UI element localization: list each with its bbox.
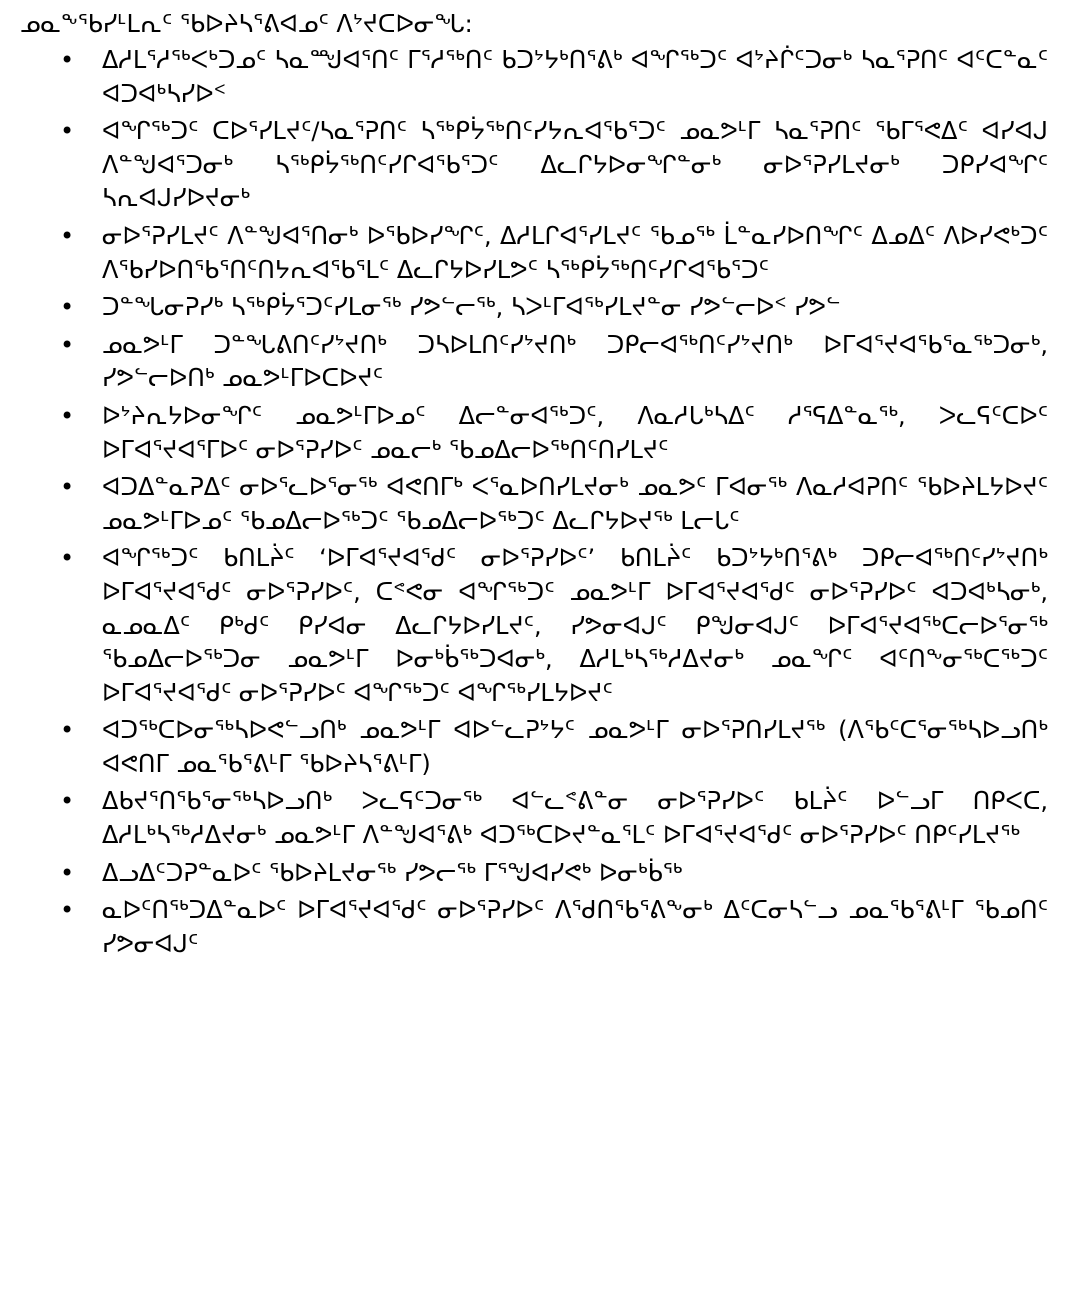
list-item-text: ᐃᓗᐃᑦᑐᕈᓐᓇᐅᑦ ᖃᐅᔨᒪᔪᓂᖅ ᓯᕗᓕᖅ ᒥᕐᖑᐊᓯᕙᒃ ᐅᓂᒃᑳᖅ bbox=[102, 858, 683, 887]
list-item-text: ᑐᓐᖓᓂᕈᓯᒃ ᓴᖅᑭᔮᕐᑐᑦᓯᒪᓂᖅ ᓯᕗᓪᓕᖅ, ᓴᐳᒻᒥᐊᖅᓯᒪᔪᓐᓂ ᓯᕗᓪᓕᐅᑉ ᓯᕗᓪ bbox=[102, 293, 841, 322]
list-item bbox=[20, 220, 1048, 287]
list-item-text: ᐊᖏᖅᑐᑦ ᑕᐅᕐᓯᒪᔪᑦ/ᓴᓇᕐᕈᑎᑦ ᓴᖅᑭᔮᖅᑎᑦᓯᔭᕆᐊᖃᕐᑐᑦ ᓄᓇᕗᒻᒥ ᓴᓇᕐᕈᑎᑦ ᖃᒥᕐᕙᐃᑦ ᐊᓯᐊᒍ ᐱᓐᖑᐊᕐᑐᓂᒃ ᓴᖅᑭᔮᖅᑎᑦᓯᒋᐊᖃᕐᑐᑦ ᐃᓚᒋᔭᐅᓂᖏᓐᓂᒃ ᓂᐅᕐᕈᓯᒪᔪᓂᒃ ᑐᑭᓯᐊᖏᑦ ᓴᕆᐊᒍᓯᐅᔪᓂᒃ bbox=[102, 117, 1048, 213]
list-item-text: ᐊᖏᖅᑐᑦ ᑲᑎᒪᔩᑦ ‘ᐅᒥᐊᕐᔪᐊᖁᑦ ᓂᐅᕐᕈᓯᐅᑦ’ ᑲᑎᒪᔩᑦ ᑲᑐᔾᔭᒃᑎᕐᕕᒃ ᑐᑭᓕᐊᖅᑎᑦᓯᔾᔪᑎᒃ ᐅᒥᐊᕐᔪᐊᖁᑦ ᓂᐅᕐᕈᓯᐅᑦ, ᑕᕝᕙᓂ ᐊᖏᖅᑐᑦ ᓄᓇᕗᒻᒥ ᐅᒥᐊᕐᔪᐊᖁᑦ ᓂᐅᕐᕈᓯᐅᑦ ᐊᑐᐊᒃᓴᓂᒃ, ᓇᓄᓇᐃᑦ ᑭᒃᑯᑦ ᑭᓯᐊᓂ ᐃᓚᒋᔭᐅᓯᒪᔪᑦ, ᓯᕗᓂᐊᒍᑦ ᑭᖑᓂᐊᒍᑦ ᐅᒥᐊᕐᔪᐊᖅᑕᓕᐅᕐᓂᖅ ᖃᓄᐃᓕᐅᖅᑐᓂ ᓄᓇᕗᒻᒥ ᐅᓂᒃᑳᖅᑐᐊᓂᒃ, ᐃᓱᒪᒃᓴᖅᓱᐃᔪᓂᒃ ᓄᓇᖏᑦ ᐊᑦᑎᖕᓂᖅᑕᖅᑐᑦ ᐅᒥᐊᕐᔪᐊᖁᑦ ᓂᐅᕐᕈᓯᐅᑦ ᐊᖏᖅᑐᑦ ᐊᖏᖅᓯᒪᔭᐅᔪᑦ bbox=[102, 544, 1048, 707]
list-item bbox=[20, 329, 1048, 396]
list-item-text: ᐊᑐᖅᑕᐅᓂᖅᓴᐅᕙᓪᓗᑎᒃ ᓄᓇᕗᒻᒥ ᐊᐅᓪᓚᕈᔾᔭᑦ ᓄᓇᕗᒻᒥ ᓂᐅᕐᕈᑎᓯᒪᔪᖅ (ᐱᖃᑦᑕᕐᓂᖅᓴᐅᓗᑎᒃ ᐊᕙᑎᒥ ᓄᓇᖃᕐᕕᒻᒥ ᖃᐅᔨᓴᕐᕕᒻᒥ) bbox=[102, 716, 1048, 778]
bullet-icon: • bbox=[60, 787, 75, 816]
bullet-icon: • bbox=[60, 473, 75, 502]
list-item-text: ᓂᐅᕐᕈᓯᒪᔪᑦ ᐱᓐᖑᐊᕐᑎᓂᒃ ᐅᖃᐅᓯᖏᑦ, ᐃᓱᒪᒋᐊᕐᓯᒪᔪᑦ ᖃᓄᖅ ᒫᓐᓇᓯᐅᑎᖏᑦ ᐃᓄᐃᑦ ᐱᐅᓯᕙᒃᑐᑦ ᐱᖃᓯᐅᑎᖃᕐᑎᑦᑎᔭᕆᐊᖃᕐᒪᑦ ᐃᓚᒋᔭᐅᓯᒪᕗᑦ ᓴᖅᑭᔮᖅᑎᑦᓯᒋᐊᖃᕐᑐᑦ bbox=[102, 221, 1048, 284]
list-item-text: ᐅᔾᔨᕆᔭᐅᓂᖏᑦ ᓄᓇᕗᒻᒥᐅᓄᑦ ᐃᓕᓐᓂᐊᖅᑐᑦ, ᐱᓇᓱᒐᒃᓴᐃᑦ ᓱᕐᕋᐃᓐᓇᖅ, ᐳᓚᕋᑦᑕᐅᑦ ᐅᒥᐊᕐᔪᐊᕐᒥᐅᑦ ᓂᐅᕐᕈᓯᐅᑦ ᓄᓇᓕᒃ ᖃᓄᐃᓕᐅᖅᑎᑦᑎᓯᒪᔪᑦ bbox=[102, 401, 1048, 464]
list-item-text: ᓇᐅᑦᑎᖅᑐᐃᓐᓇᐅᑦ ᐅᒥᐊᕐᔪᐊᖁᑦ ᓂᐅᕐᕈᓯᐅᑦ ᐱᖁᑎᖃᕐᕕᖕᓂᒃ ᐃᑦᑕᓂᓴᓪᓗ ᓄᓇᖃᕐᕕᒻᒥ ᖃᓄᑎᑦ ᓯᕗᓂᐊᒍᑦ bbox=[102, 896, 1048, 958]
bullet-icon: • bbox=[60, 330, 75, 359]
bullet-icon: • bbox=[60, 896, 75, 925]
list-item bbox=[20, 44, 1048, 111]
list-item bbox=[20, 857, 1048, 891]
document-heading: ᓄᓇᖕᖃᓯᒻᒪᕆᑦ ᖃᐅᔨᓴᕐᕕᐊᓄᑦ ᐱᔾᔪᑕᐅᓂᖓ: bbox=[20, 10, 473, 38]
bullet-icon: • bbox=[60, 716, 75, 745]
list-item bbox=[20, 291, 1048, 325]
bullet-list bbox=[20, 44, 1048, 961]
bullet-icon: • bbox=[60, 858, 75, 887]
list-item bbox=[20, 542, 1048, 710]
list-item-text: ᐃᑲᔪᕐᑎᖃᕐᓂᖅᓴᐅᓗᑎᒃ ᐳᓚᕋᑦᑐᓂᖅ ᐊᓪᓚᕝᕕᓐᓂ ᓂᐅᕐᕈᓯᐅᑦ ᑲᒪᔩᑦ ᐅᓪᓗᒥ ᑎᑭᐸᑕ, ᐃᓱᒪᒃᓴᖅᓱᐃᔪᓂᒃ ᓄᓇᕗᒻᒥ ᐱᓐᖑᐊᕐᕕᒃ ᐊᑐᖅᑕᐅᔪᓐᓇᕐᒪᑦ ᐅᒥᐊᕐᔪᐊᖁᑦ ᓂᐅᕐᕈᓯᐅᑦ ᑎᑭᑦᓯᒪᔪᖅ bbox=[102, 787, 1048, 850]
bullet-icon: • bbox=[60, 46, 75, 74]
list-item bbox=[20, 400, 1048, 467]
list-item bbox=[20, 471, 1048, 538]
bullet-icon: • bbox=[60, 221, 75, 250]
list-item bbox=[20, 785, 1048, 852]
bullet-icon: • bbox=[60, 544, 75, 573]
bullet-icon: • bbox=[60, 117, 75, 146]
list-item bbox=[20, 714, 1048, 781]
bullet-icon: • bbox=[60, 293, 75, 322]
list-item bbox=[20, 115, 1048, 216]
list-item-text: ᐃᓱᒪᕐᓱᖅᐸᒃᑐᓄᑦ ᓴᓇᙳᐊᕐᑎᑦ ᒥᕐᓱᖅᑎᑦ ᑲᑐᔾᔭᒃᑎᕐᕕᒃ ᐊᖏᖅᑐᑦ ᐊᔾᔨᒌᑦᑐᓂᒃ ᓴᓇᕐᕈᑎᑦ ᐊᑦᑕᓐᓇᑦ ᐊᑐᐊᒃᓴᓯᐅᑉ bbox=[102, 46, 1048, 108]
list-item-text: ᓄᓇᕗᒻᒥ ᑐᓐᖓᕕᑎᑦᓯᔾᔪᑎᒃ ᑐᓴᐅᒪᑎᑦᓯᔾᔪᑎᒃ ᑐᑭᓕᐊᖅᑎᑦᓯᔾᔪᑎᒃ ᐅᒥᐊᕐᔪᐊᖃᕐᓇᖅᑐᓂᒃ, ᓯᕗᓪᓕᐅᑎᒃ ᓄᓇᕗᒻᒥᐅᑕᐅᔪᑦ bbox=[102, 330, 1048, 393]
bullet-icon: • bbox=[60, 401, 75, 430]
list-item-text: ᐊᑐᐃᓐᓇᕈᐃᑦ ᓂᐅᕐᓚᐅᕐᓂᖅ ᐊᕙᑎᒥᒃ ᐸᕐᓇᐅᑎᓯᒪᔪᓂᒃ ᓄᓇᕗᑦ ᒥᐊᓂᖅ ᐱᓇᓱᐊᕈᑎᑦ ᖃᐅᔨᒪᔭᐅᔪᑦ ᓄᓇᕗᒻᒥᐅᓄᑦ ᖃᓄᐃᓕᐅᖅᑐᑦ ᖃᓄᐃᓕᐅᖅᑐᑦ ᐃᓚᒋᔭᐅᔪᖅ ᒪᓕᒐᑦ bbox=[102, 473, 1048, 535]
list-item bbox=[20, 894, 1048, 961]
